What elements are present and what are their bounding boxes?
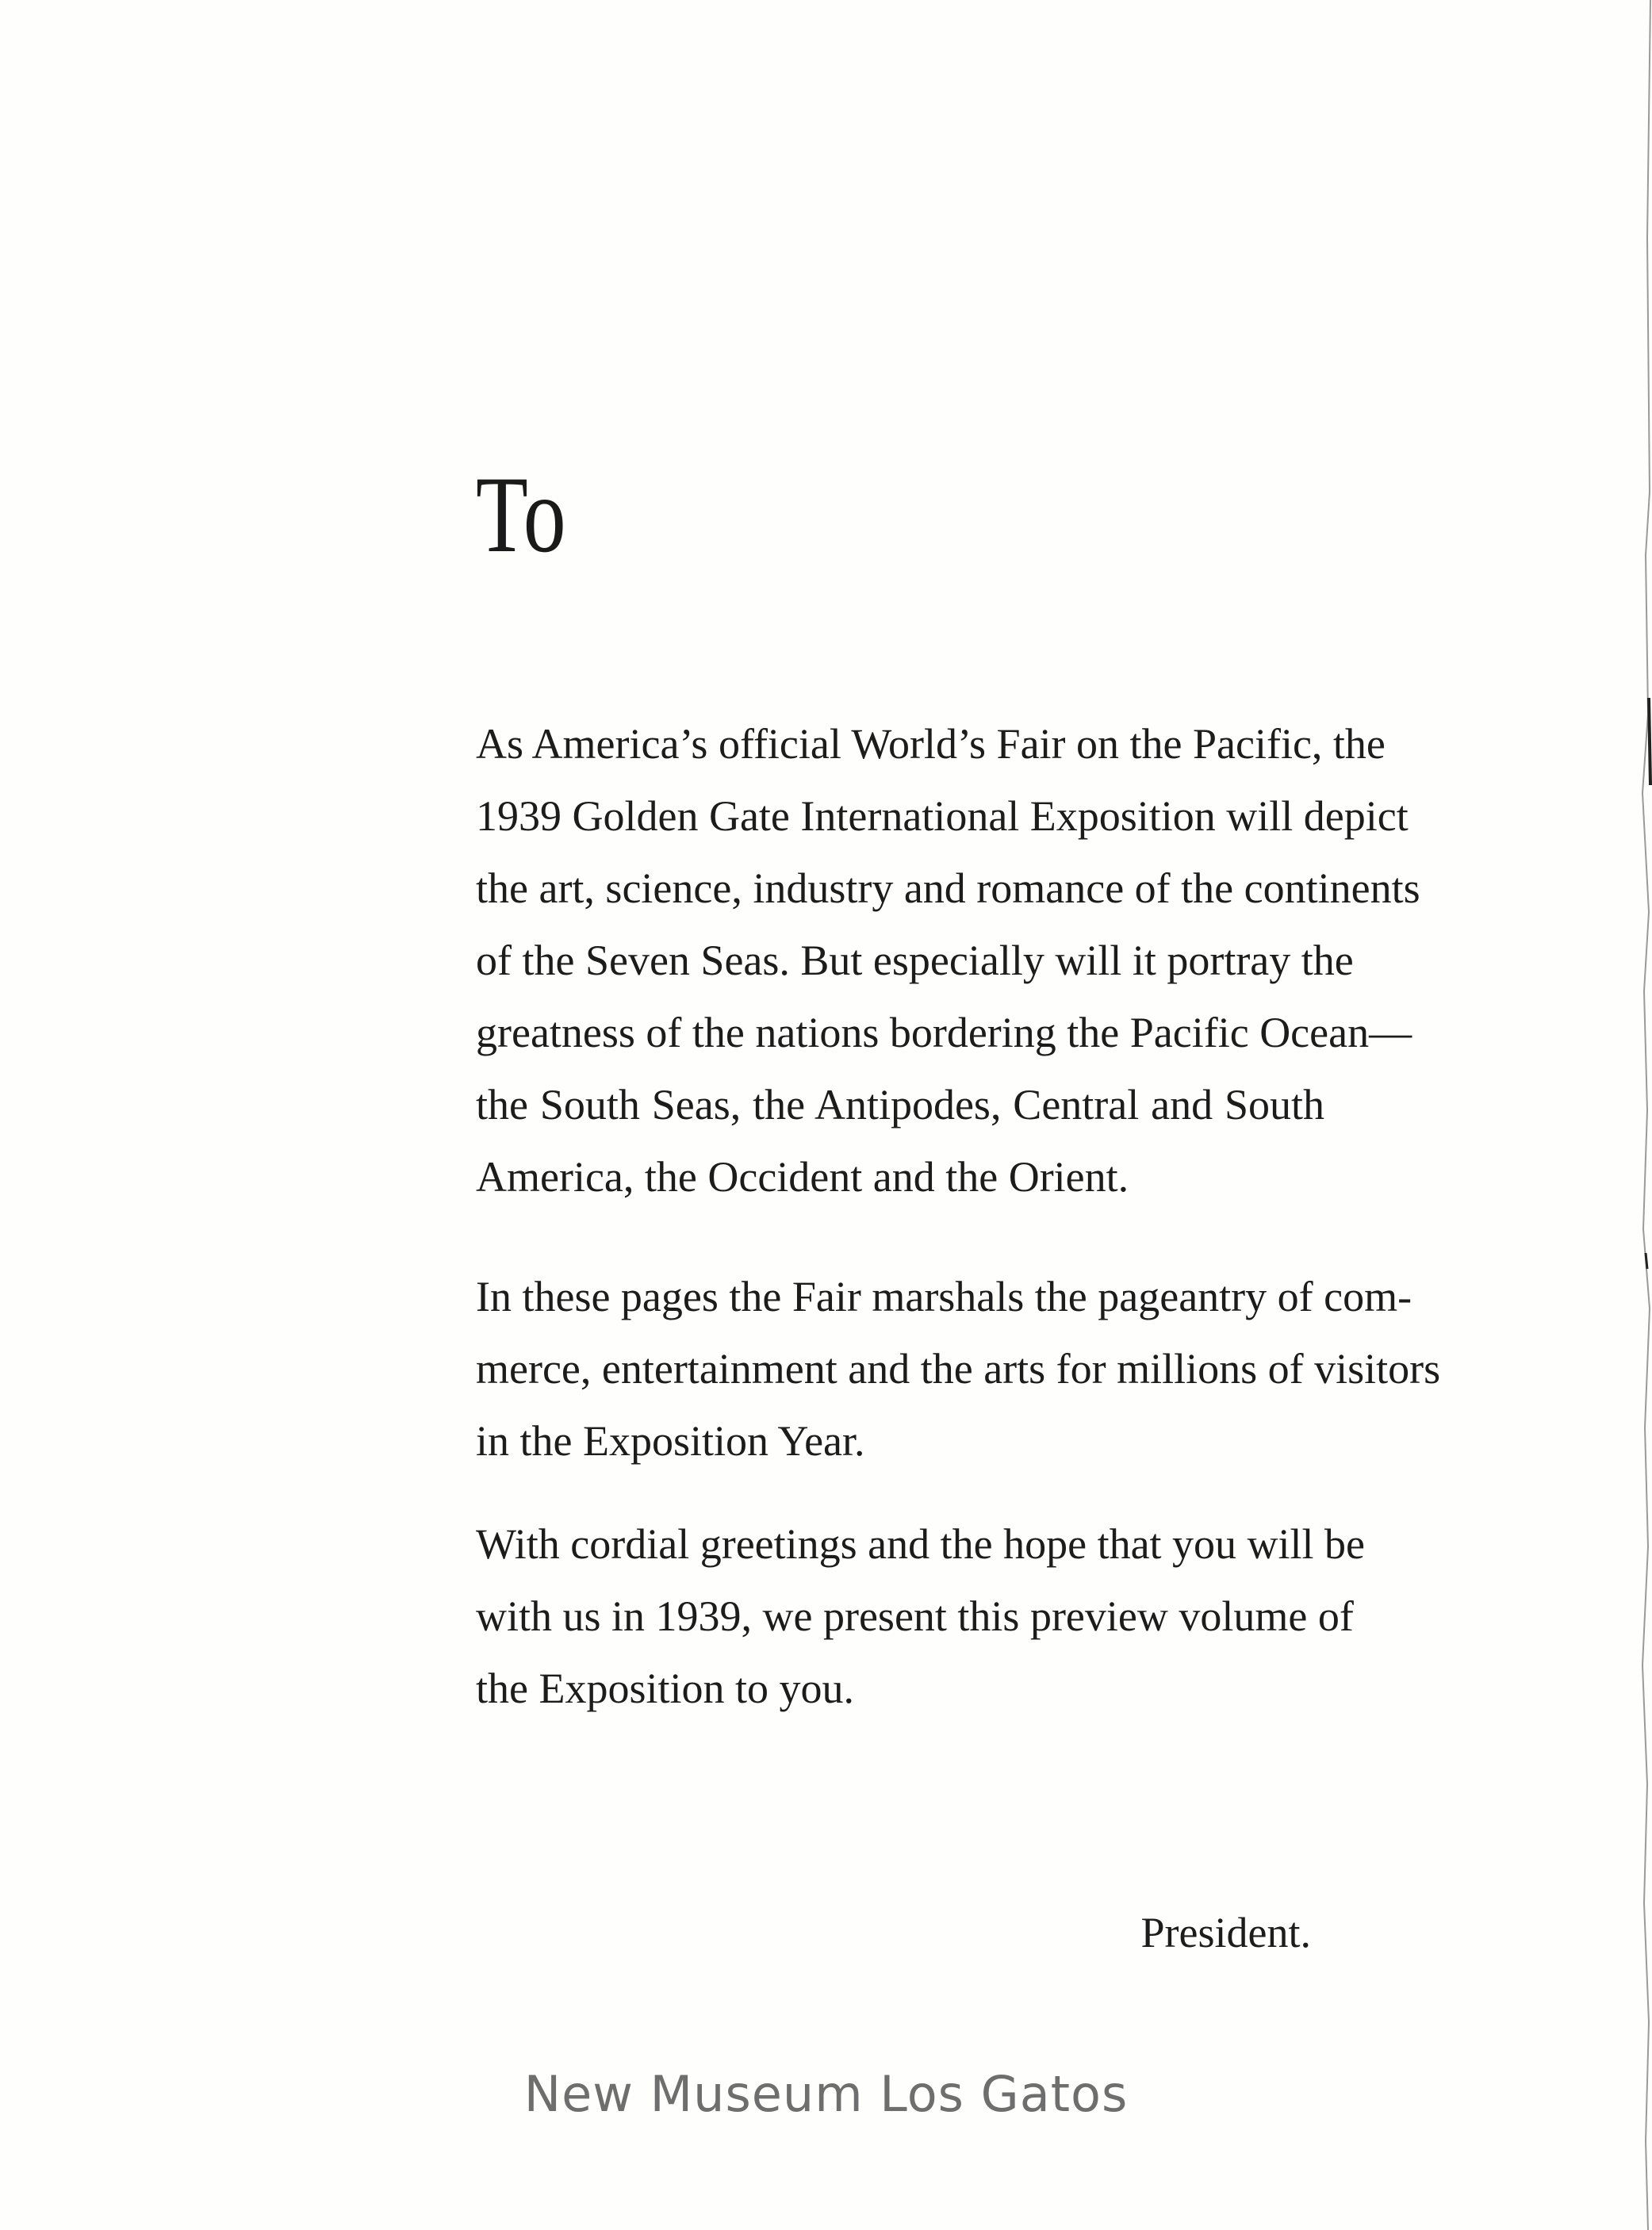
torn-paper-edge <box>1628 0 1652 2230</box>
paragraph-line: As America’s official World’s Fair on the Pacific, the <box>476 720 1386 768</box>
paragraph-line: the South Seas, the Antipodes, Central and South <box>476 1081 1324 1128</box>
paragraph-line: of the Seven Seas. But especially will it portray the <box>476 937 1354 984</box>
paragraph-line: the art, science, industry and romance of the continents <box>476 864 1420 912</box>
paragraph-2 <box>476 1261 1441 1477</box>
paragraph-1 <box>476 708 1420 1213</box>
museum-watermark: New Museum Los Gatos <box>523 2065 1129 2123</box>
paragraph-line: in the Exposition Year. <box>476 1417 865 1465</box>
paragraph-line: with us in 1939, we present this preview volume of <box>476 1592 1354 1640</box>
paragraph-line: greatness of the nations bordering the Pacific Ocean— <box>476 1009 1412 1056</box>
paragraph-line: merce, entertainment and the arts for millions of visitors <box>476 1345 1441 1393</box>
paragraph-3 <box>476 1508 1366 1725</box>
paragraph-line: In these pages the Fair marshals the pageantry of com- <box>476 1273 1412 1320</box>
paragraph-line: the Exposition to you. <box>476 1665 854 1712</box>
signature-line: President. <box>1140 1909 1311 1956</box>
paragraph-line: 1939 Golden Gate International Exposition will depict <box>476 792 1409 840</box>
paragraph-line: America, the Occident and the Orient. <box>476 1153 1129 1201</box>
page-heading: To <box>476 454 568 575</box>
paragraph-line: With cordial greetings and the hope that you will be <box>476 1520 1366 1568</box>
